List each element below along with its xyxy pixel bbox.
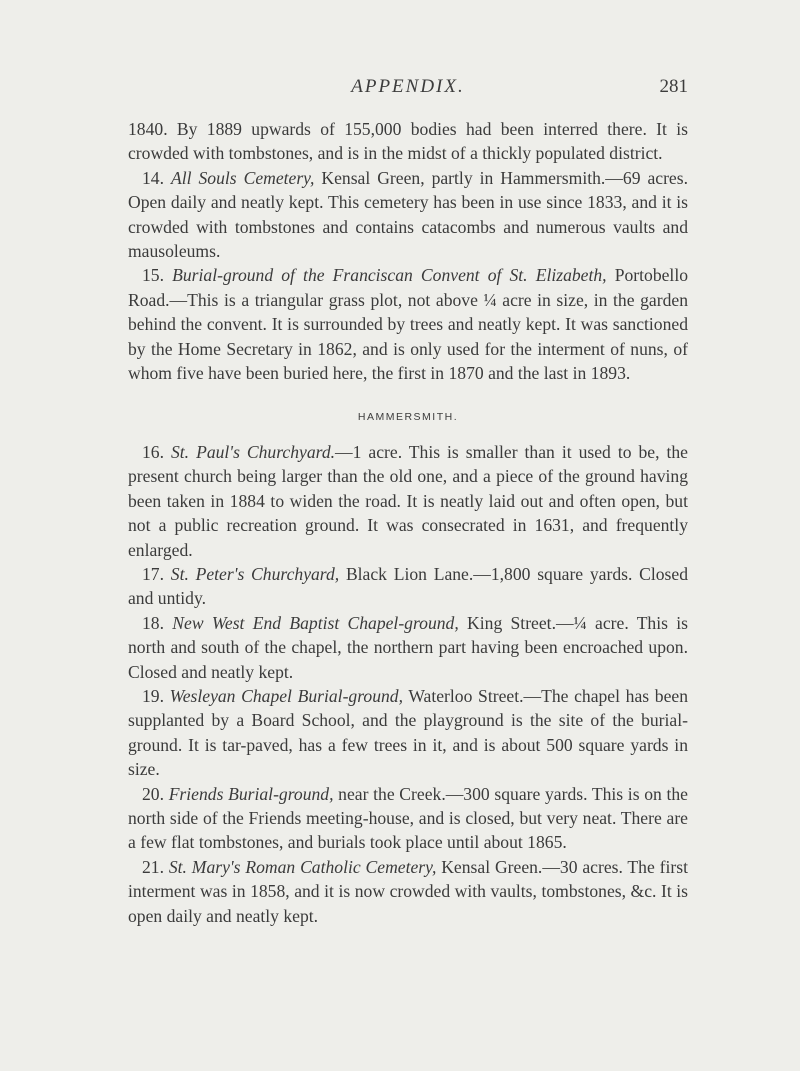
entry-name: St. Peter's Churchyard,	[170, 563, 340, 584]
entry-name: St. Mary's Roman Catholic Cemetery,	[168, 856, 437, 877]
entry-name: St. Paul's Churchyard.	[171, 441, 336, 462]
entry-text: near the Creek.—300 square yards. This is on the north side of the Friends meeting-house, and is closed, but very neat. There are a few flat tombstones, and burials took place until about 1865.	[128, 783, 688, 853]
section-heading: HAMMERSMITH.	[357, 411, 459, 424]
entry-text: Black Lion Lane.—1,800 square yards. Closed and untidy.	[128, 563, 688, 609]
entry-20	[128, 782, 688, 855]
entry-text: Kensal Green.—30 acres. The first interment was in 1858, and it is now crowded with vaults, tombstones, &c. It is open daily and neatly kept.	[128, 856, 688, 926]
entry-19	[128, 684, 688, 782]
entry-number: 15.	[142, 265, 164, 286]
entry-16	[128, 440, 688, 562]
entry-number: 19.	[142, 685, 164, 706]
entry-13-continuation	[128, 117, 688, 166]
entry-text: Kensal Green, partly in Hammersmith.—69 acres. Open daily and neatly kept. This cemetery has been in use since 1833, and it is crowded with tombstones and contains catacombs and numerous vaults and mausoleums.	[128, 167, 688, 262]
entry-name: Burial-ground of the Franciscan Convent of St. Elizabeth,	[172, 265, 607, 286]
entry-14	[128, 166, 688, 264]
entry-number: 16.	[142, 441, 164, 462]
entry-name: New West End Baptist Chapel-ground,	[172, 612, 459, 633]
entry-number: 17.	[142, 563, 164, 584]
entry-number: 20.	[142, 783, 164, 804]
entry-name: All Souls Cemetery,	[170, 167, 315, 188]
entry-text: King Street.—¼ acre. This is north and south of the chapel, the northern part having been encroached upon. Closed and neatly kept.	[128, 612, 688, 682]
entry-18	[128, 611, 688, 684]
entry-name: Wesleyan Chapel Burial-ground,	[169, 685, 404, 706]
page-body	[128, 117, 688, 928]
entry-number: 18.	[142, 612, 164, 633]
entry-21	[128, 855, 688, 928]
page-number: 281	[659, 76, 688, 97]
entry-text: Portobello Road.—This is a triangular grass plot, not above ¼ acre in size, in the garden behind the convent. It is surrounded by trees and neatly kept. It was sanctioned by the Home Secretary in 1862, and is only used for the interment of nuns, of whom five have been buried here, the first in 1870 and the last in 1893.	[128, 265, 689, 384]
entry-text: Waterloo Street.—The chapel has been supplanted by a Board School, and the playground is the site of the burial-ground. It is tar-paved, has a few trees in it, and is about 500 square yards in size.	[128, 685, 688, 780]
entry-name: Friends Burial-ground,	[168, 783, 334, 804]
entry-17	[128, 562, 688, 611]
running-title: APPENDIX.	[351, 76, 465, 97]
entry-15	[128, 263, 688, 385]
entry-number: 21.	[142, 856, 164, 877]
entry-text: —1 acre. This is smaller than it used to be, the present church being larger than the old one, and a piece of the ground having been taken in 1884 to widen the road. It is neatly laid out and often open, but not a public recreation ground. It was consecrated in 1631, and frequently enlarged.	[128, 441, 688, 560]
entry-text: 1840. By 1889 upwards of 155,000 bodies had been interred there. It is crowded with tombstones, and is in the midst of a thickly populated district.	[128, 119, 688, 164]
running-header	[128, 76, 688, 104]
entry-number: 14.	[142, 167, 164, 188]
